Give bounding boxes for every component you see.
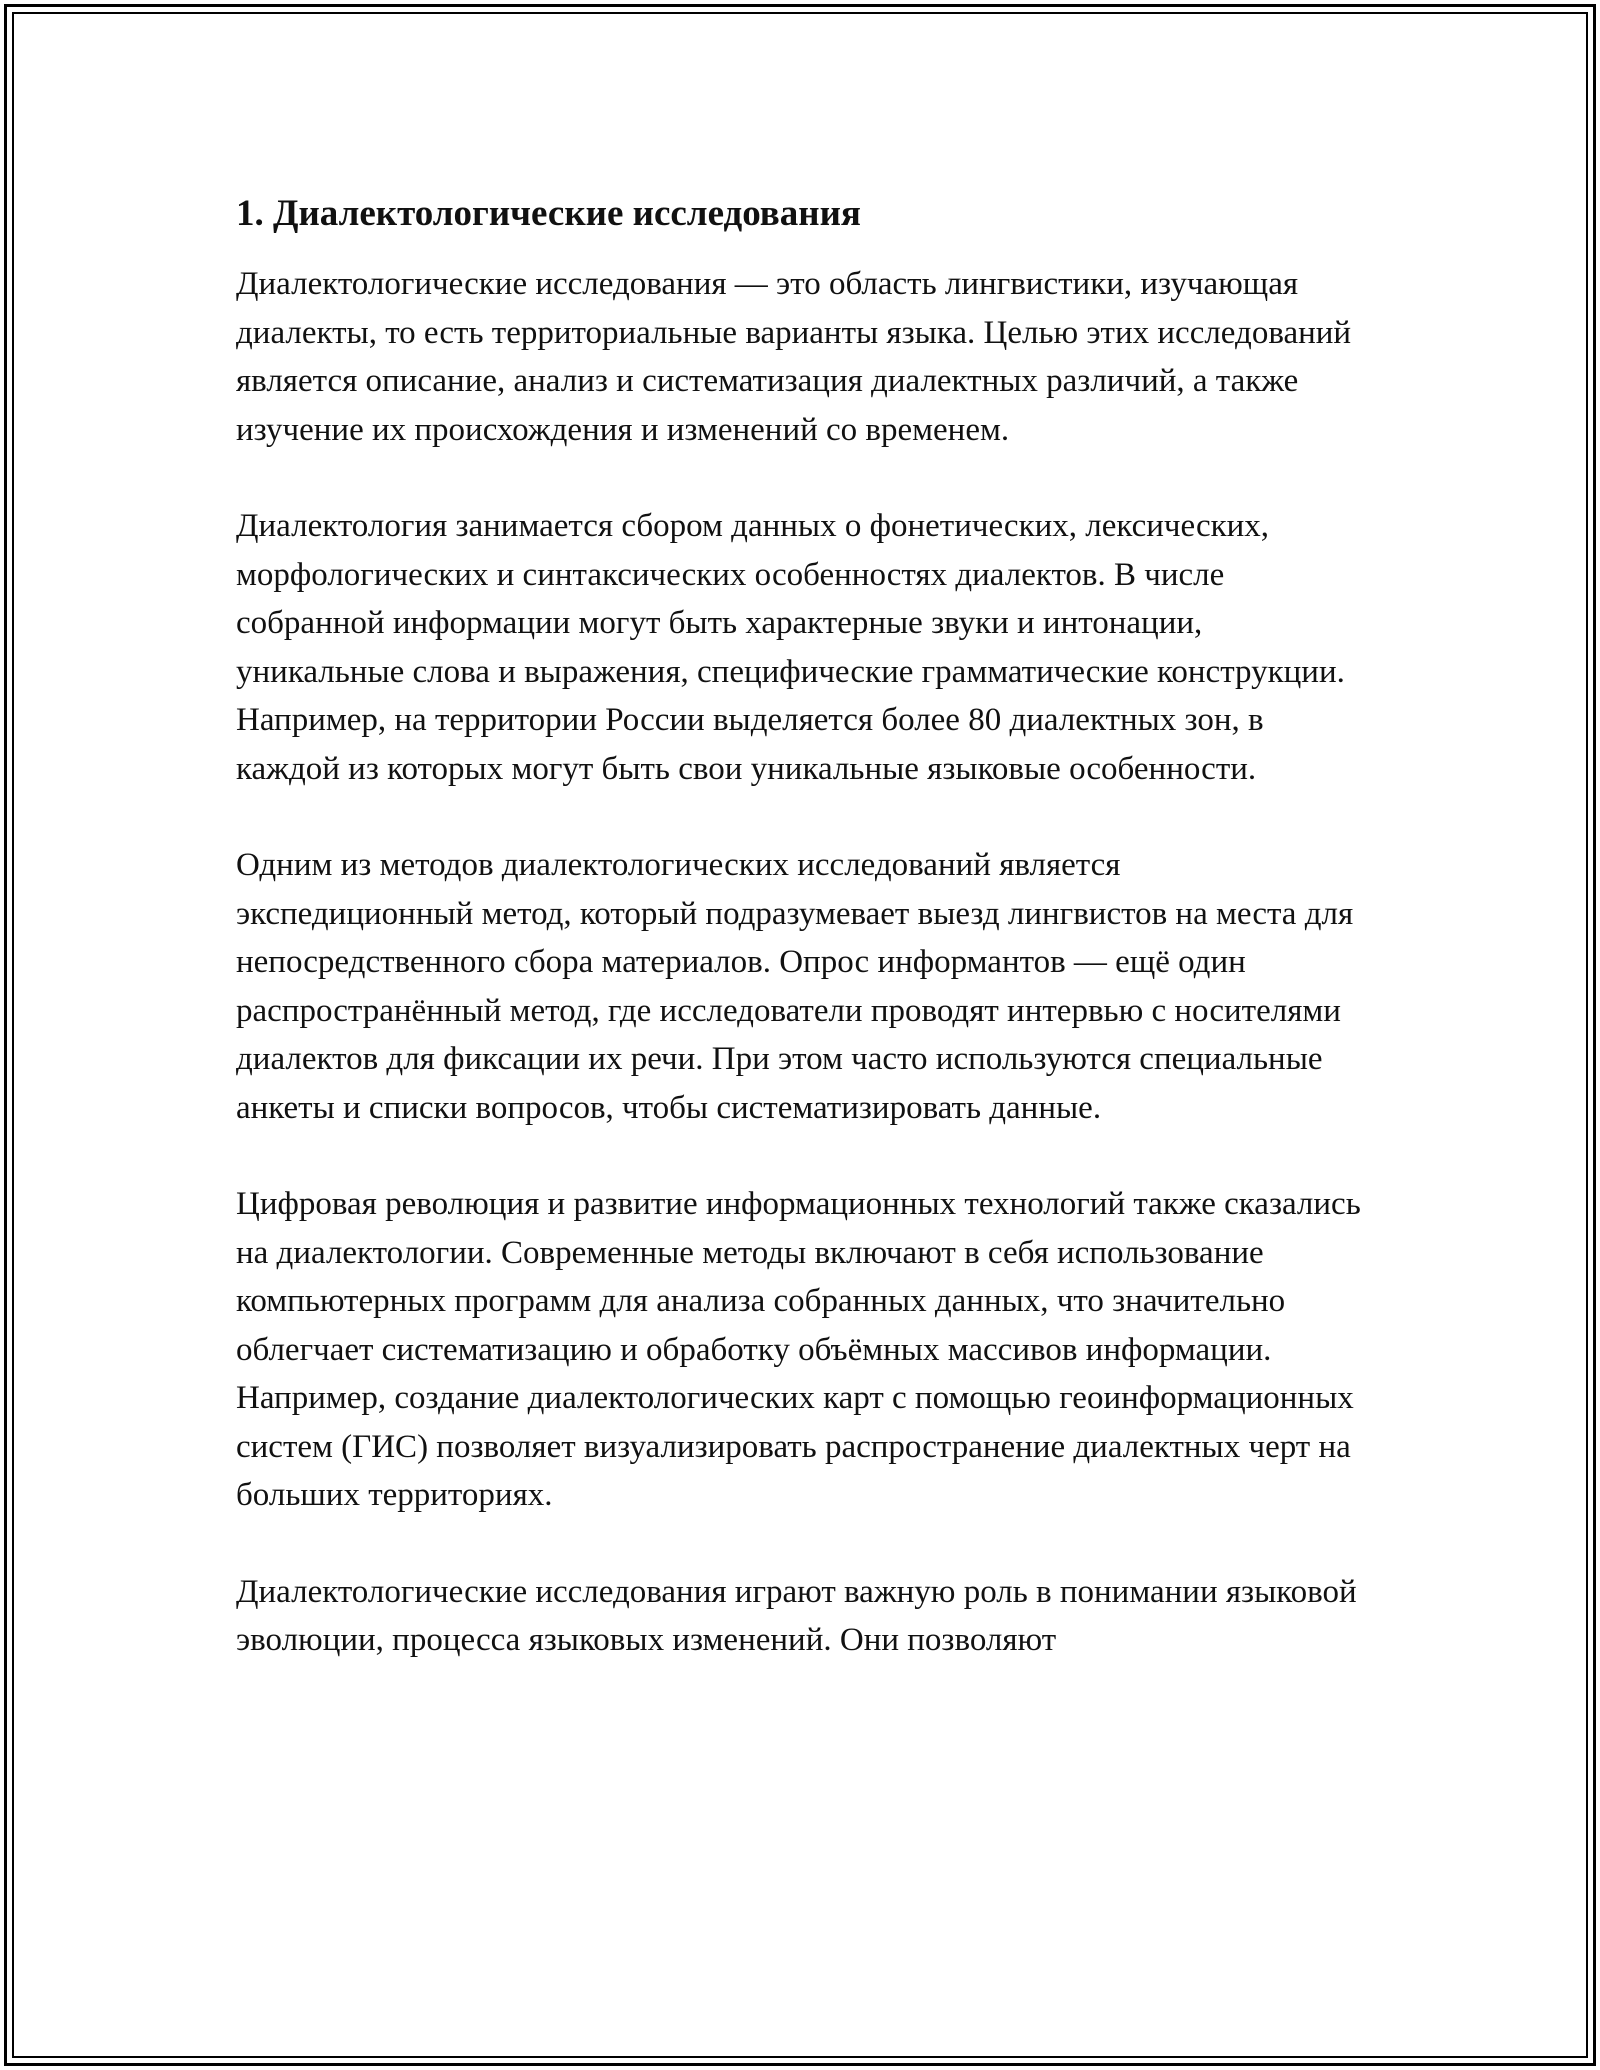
paragraph-importance: Диалектологические исследования играют важную роль в понимании языковой эволюции, процесса языковых изменений. Они позволяют bbox=[236, 1573, 1357, 1658]
document-body bbox=[236, 188, 1366, 1713]
paragraph-definition: Диалектологические исследования — это область лингвистики, изучающая диалекты, то есть территориальные варианты языка. Целью этих исследований является описание, анализ и систематизация диалектных различий, а также изучение их происхождения и изменений со временем. bbox=[236, 266, 1352, 448]
paragraph-digital: Цифровая революция и развитие информационных технологий также сказались на диалектологии. Современные методы включают в себя использование компьютерных программ для анализа собранных данных, что значительно облегчает систематизацию и обработку объёмных массивов информации. Например, создание диалектологических карт с помощью геоинформационных систем (ГИС) позволяет визуализировать распространение диалектных черт на больших территориях. bbox=[236, 1186, 1361, 1513]
paragraph-methods: Одним из методов диалектологических исследований является экспедиционный метод, который подразумевает выезд лингвистов на места для непосредственного сбора материалов. Опрос информантов — ещё один распространённый метод, где исследователи проводят интервью с носителями диалектов для фиксации их речи. При этом часто используются специальные анкеты и списки вопросов, чтобы систематизировать данные. bbox=[236, 847, 1354, 1126]
paragraph-data-collection: Диалектология занимается сбором данных о фонетических, лексических, морфологических и синтаксических особенностях диалектов. В числе собранной информации могут быть характерные звуки и интонации, уникальные слова и выражения, специфические грамматические конструкции. Например, на территории России выделяется более 80 диалектных зон, в каждой из которых могут быть свои уникальные языковые особенности. bbox=[236, 508, 1345, 787]
section-heading: 1. Диалектологические исследования bbox=[236, 193, 861, 234]
